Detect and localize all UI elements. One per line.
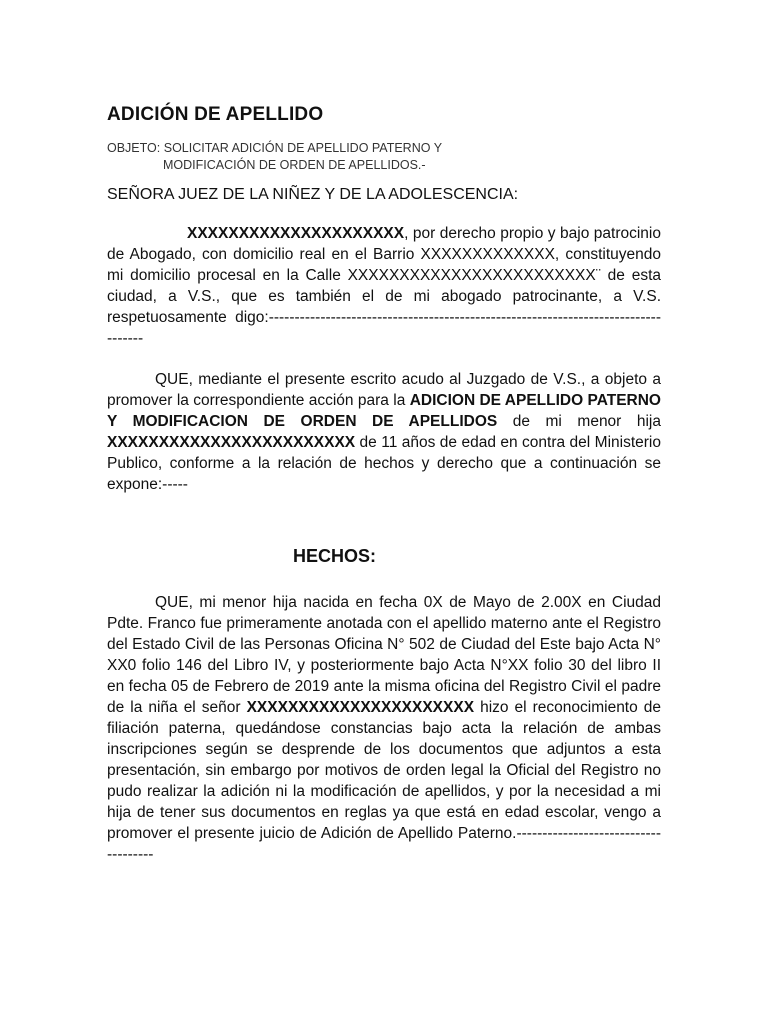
paragraph-petition-text-a: QUE, mediante el presente escrito acudo al Juzgado de V.S., a objeto a promover la correspondiente acción para la <box>107 371 661 409</box>
paragraph-petition-text-c: de 11 años de edad en contra del Ministerio Publico, conforme a la relación de hechos y derecho que a continuación se expone:----- <box>107 434 661 493</box>
objeto-line-2: MODIFICACIÓN DE ORDEN DE APELLIDOS.- <box>163 158 426 172</box>
minor-name: XXXXXXXXXXXXXXXXXXXXXXXX <box>107 434 356 451</box>
paragraph-petition-text-b: de mi menor hija <box>497 413 661 430</box>
petitioner-name: XXXXXXXXXXXXXXXXXXXXX <box>187 225 405 242</box>
paragraph-petition <box>107 369 661 495</box>
paragraph-facts-text-b: hizo el reconocimiento de filiación paterna, quedándose constancias bajo acta la relación de ambas inscripciones según se desprende de los documentos que adjuntos a esta presentación, sin embargo por motivos de orden legal la Oficial del Registro no pudo realizar la adición ni la modificación de apellidos, y por la necesidad a mi hija de tener sus documentos en reglas ya que está en edad escolar, vengo a promover el presente juicio de Adición de Apellido Paterno.------------------------------------- <box>107 699 662 863</box>
paragraph-facts <box>107 592 661 865</box>
paragraph-intro-text: , por derecho propio y bajo patrocinio de Abogado, con domicilio real en el Barrio XXXXXXXXXXXXX, constituyendo mi domicilio procesal en la Calle XXXXXXXXXXXXXXXXXXXXXXXX¨ de esta ciudad, a V.S., que es también el de mi abogado patrocinante, a V.S. respetuosamente digo:----------------------------------------------------------------------------------- <box>107 225 661 347</box>
document-title: ADICIÓN DE APELLIDO <box>107 104 324 125</box>
father-name: XXXXXXXXXXXXXXXXXXXXXX <box>246 699 475 716</box>
section-heading-hechos: HECHOS: <box>293 546 377 566</box>
paragraph-intro <box>107 223 661 349</box>
objeto-statement <box>107 140 442 174</box>
objeto-line-1: OBJETO: SOLICITAR ADICIÓN DE APELLIDO PATERNO Y <box>107 141 443 155</box>
paragraph-facts-text-a: QUE, mi menor hija nacida en fecha 0X de Mayo de 2.00X en Ciudad Pdte. Franco fue primeramente anotada con el apellido materno ante el Registro del Estado Civil de las Personas Oficina N° 502 de Ciudad del Este bajo Acta N° XX0 folio 146 del Libro IV, y posteriormente bajo Acta N°XX folio 30 del libro II en fecha 05 de Febrero de 2019 ante la misma oficina del Registro Civil el padre de la niña el señor <box>107 594 661 716</box>
addressee: SEÑORA JUEZ DE LA NIÑEZ Y DE LA ADOLESCENCIA: <box>107 186 519 203</box>
petition-subject: ADICION DE APELLIDO PATERNO Y MODIFICACION DE ORDEN DE APELLIDOS <box>107 392 661 430</box>
